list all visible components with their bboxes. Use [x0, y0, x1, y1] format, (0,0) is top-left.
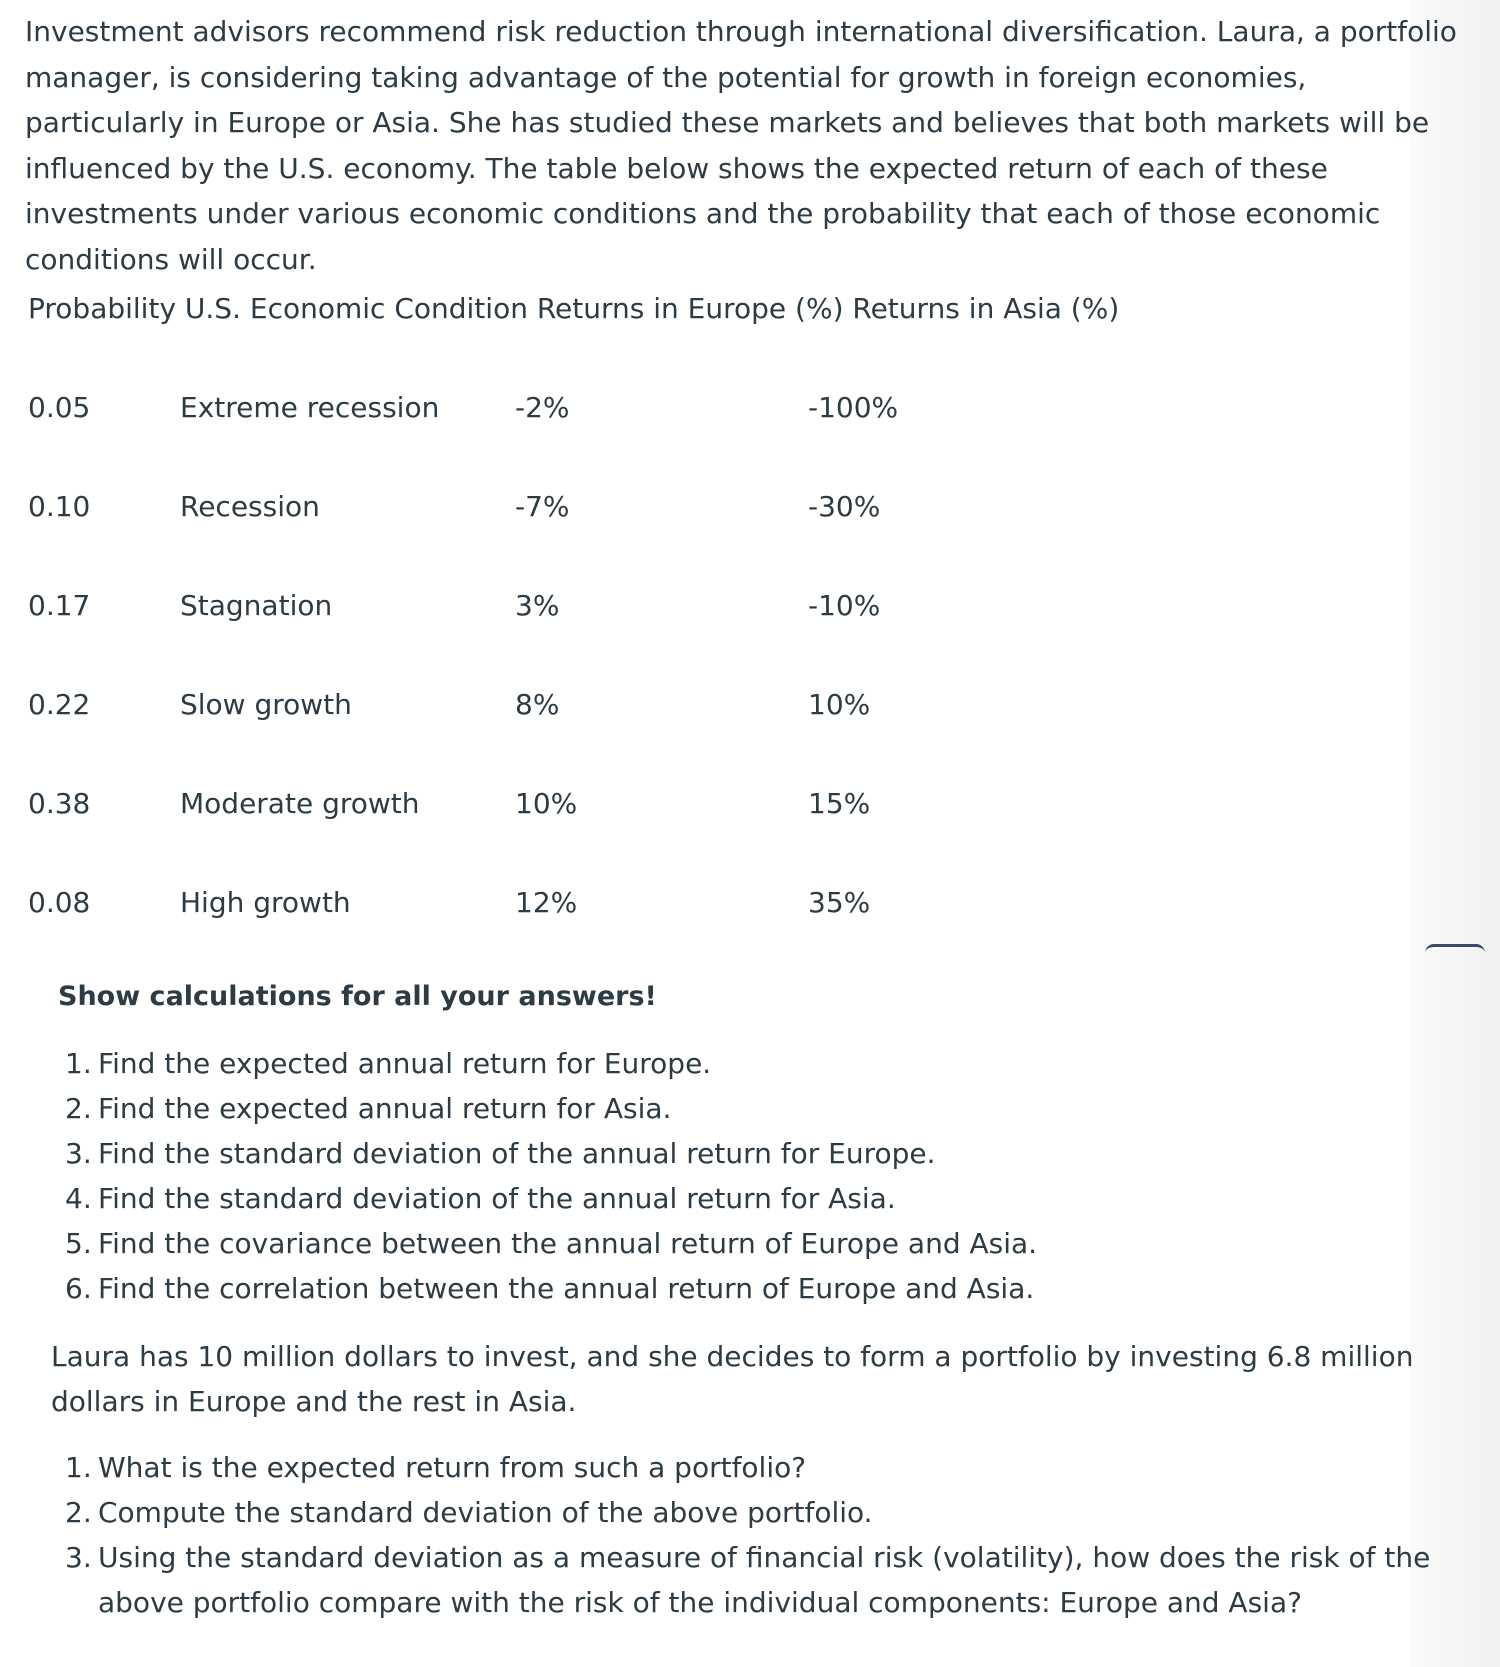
asia-return-cell: -30% — [808, 490, 881, 523]
item-text: Compute the standard deviation of the above portfolio. — [98, 1496, 873, 1529]
europe-return-cell: -2% — [515, 391, 570, 424]
portfolio-paragraph: Laura has 10 million dollars to invest, and she decides to form a portfolio by investing 6.8 million dollars in Europe and the rest in Asia. — [51, 1340, 1414, 1418]
condition-cell: Moderate growth — [180, 787, 420, 820]
condition-cell: Stagnation — [180, 589, 333, 622]
asia-return-cell: 35% — [808, 886, 871, 919]
item-number: 6. — [65, 1272, 92, 1305]
edge-mark — [1425, 944, 1485, 953]
table-row — [0, 781, 1300, 826]
list-item — [65, 1176, 1037, 1221]
item-text: Find the expected annual return for Asia. — [98, 1092, 672, 1125]
table-row — [0, 484, 1300, 529]
asia-return-cell: 15% — [808, 787, 871, 820]
item-text: Find the expected annual return for Europe. — [98, 1047, 712, 1080]
list-item — [65, 1266, 1037, 1311]
condition-cell: High growth — [180, 886, 351, 919]
asia-return-cell: 10% — [808, 688, 871, 721]
portfolio-questions-list — [65, 1445, 1468, 1625]
list-item — [65, 1535, 1468, 1625]
europe-return-cell: 3% — [515, 589, 560, 622]
list-item — [65, 1445, 1468, 1490]
item-text: Find the standard deviation of the annual return for Europe. — [98, 1137, 936, 1170]
intro-paragraph: Investment advisors recommend risk reduction through international diversification. Laura, a portfolio manager, is considering taking advantage of the potential for growth in foreign economies, particularly in Europe or Asia. She has studied these markets and believes that both markets will be influenced by the U.S. economy. The table below shows the expected return of each of these investments under various economic conditions and the probability that each of those economic conditions will occur. — [25, 15, 1457, 276]
list-item — [65, 1041, 1037, 1086]
item-text: Using the standard deviation as a measure of financial risk (volatility), how does the risk of the above portfolio compare with the risk of the individual components: Europe and Asia? — [98, 1541, 1431, 1619]
europe-return-cell: -7% — [515, 490, 570, 523]
probability-cell: 0.38 — [28, 787, 91, 820]
probability-cell: 0.05 — [28, 391, 91, 424]
asia-return-cell: -10% — [808, 589, 881, 622]
table-row — [0, 880, 1300, 925]
item-number: 4. — [65, 1182, 92, 1215]
item-number: 3. — [65, 1137, 92, 1170]
item-number: 2. — [65, 1092, 92, 1125]
item-number: 2. — [65, 1496, 92, 1529]
asia-return-cell: -100% — [808, 391, 899, 424]
table-row — [0, 385, 1300, 430]
item-number: 1. — [65, 1451, 92, 1484]
item-number: 3. — [65, 1541, 92, 1574]
europe-return-cell: 10% — [515, 787, 578, 820]
list-item — [65, 1086, 1037, 1131]
table-row — [0, 583, 1300, 628]
list-item — [65, 1221, 1037, 1266]
item-number: 5. — [65, 1227, 92, 1260]
table-row — [0, 682, 1300, 727]
probability-cell: 0.10 — [28, 490, 91, 523]
probability-cell: 0.08 — [28, 886, 91, 919]
probability-cell: 0.17 — [28, 589, 91, 622]
item-text: What is the expected return from such a portfolio? — [98, 1451, 807, 1484]
instructions-heading: Show calculations for all your answers! — [58, 981, 657, 1012]
item-number: 1. — [65, 1047, 92, 1080]
list-item — [65, 1490, 1468, 1535]
item-text: Find the covariance between the annual return of Europe and Asia. — [98, 1227, 1038, 1260]
condition-cell: Recession — [180, 490, 320, 523]
condition-cell: Extreme recession — [180, 391, 440, 424]
condition-cell: Slow growth — [180, 688, 352, 721]
table-header: Probability U.S. Economic Condition Returns in Europe (%) Returns in Asia (%) — [28, 292, 1120, 325]
item-text: Find the correlation between the annual return of Europe and Asia. — [98, 1272, 1035, 1305]
item-text: Find the standard deviation of the annual return for Asia. — [98, 1182, 896, 1215]
europe-return-cell: 8% — [515, 688, 560, 721]
europe-return-cell: 12% — [515, 886, 578, 919]
questions-list — [65, 1041, 1037, 1311]
probability-cell: 0.22 — [28, 688, 91, 721]
list-item — [65, 1131, 1037, 1176]
